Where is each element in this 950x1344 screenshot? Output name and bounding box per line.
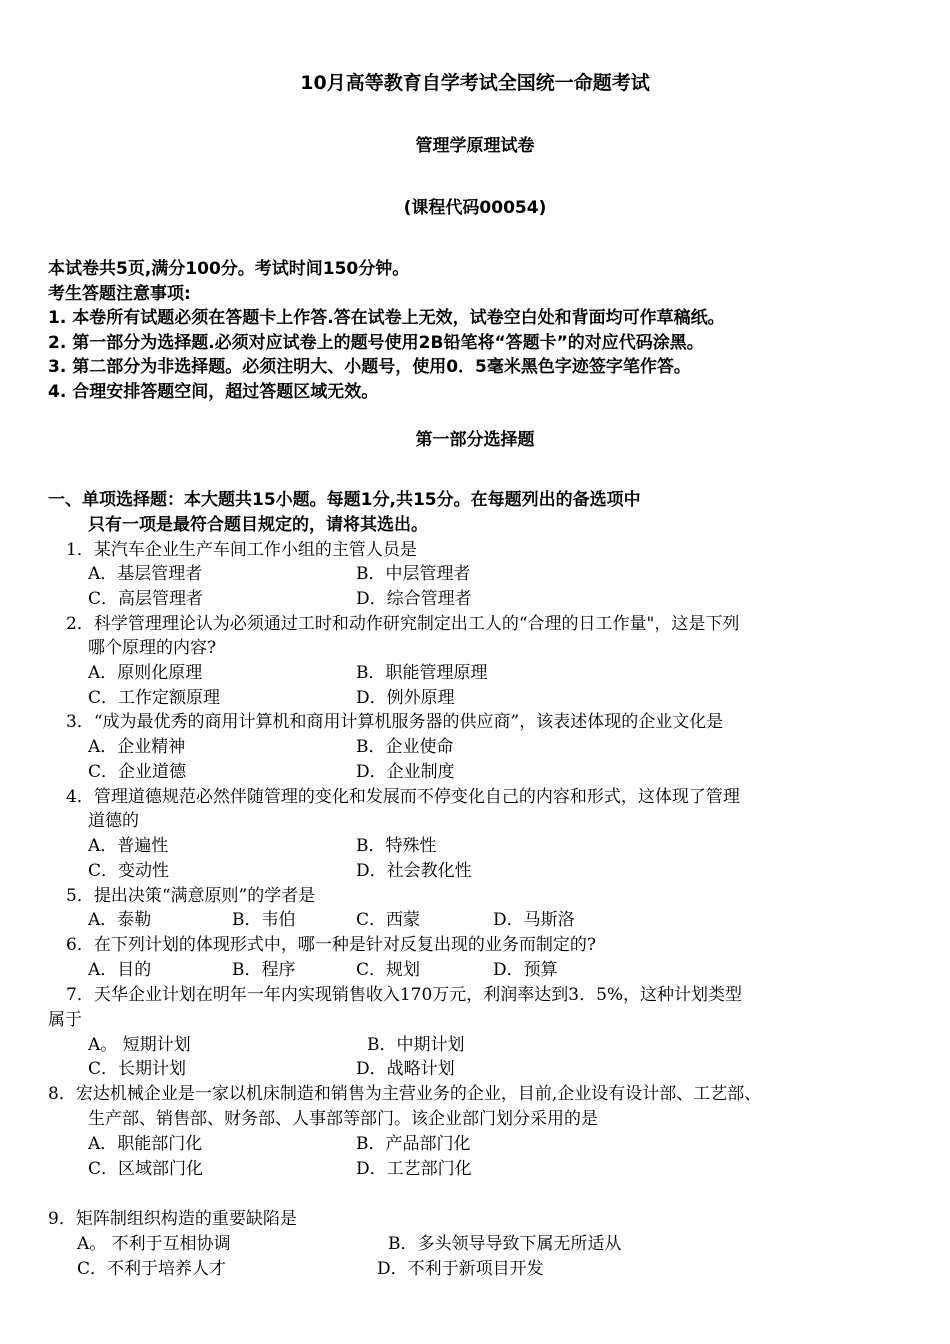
question-stem-cont: 哪个原理的内容? xyxy=(88,638,217,658)
question-stem: 2．科学管理理论认为必须通过工时和动作研究制定出工人的“合理的日工作量"，这是下列 xyxy=(66,614,740,634)
option-a: A。 不利于互相协调 xyxy=(77,1234,231,1254)
note-item: 1. 本卷所有试题必须在答题卡上作答.答在试卷上无效，试卷空白处和背面均可作草稿纸。 xyxy=(48,308,725,328)
question-stem: 8．宏达机械企业是一家以机床制造和销售为主营业务的企业，目前,企业设有设计部、工艺部、 xyxy=(48,1084,762,1104)
question-stem: 3．“成为最优秀的商用计算机和商用计算机服务器的供应商”，该表述体现的企业文化是 xyxy=(66,712,724,732)
option-c: C．区域部门化 xyxy=(88,1159,204,1179)
course-code: (课程代码00054) xyxy=(403,198,547,218)
question-stem-cont: 属于 xyxy=(48,1010,82,1030)
question-stem: 5．提出决策“满意原则”的学者是 xyxy=(66,886,316,906)
option-c: C．规划 xyxy=(356,960,421,980)
option-d: D．预算 xyxy=(493,960,558,980)
option-b: B．中期计划 xyxy=(367,1035,465,1055)
option-c: C．企业道德 xyxy=(88,762,187,782)
option-a: A．目的 xyxy=(88,960,152,980)
option-b: B．职能管理原理 xyxy=(356,663,488,683)
option-d: D．社会教化性 xyxy=(356,861,472,881)
option-b: B．特殊性 xyxy=(356,836,437,856)
option-c: C．工作定额原理 xyxy=(88,688,221,708)
option-c: C．西蒙 xyxy=(356,910,421,930)
option-a: A．普遍性 xyxy=(88,836,169,856)
option-b: B．程序 xyxy=(232,960,296,980)
option-a: A．基层管理者 xyxy=(88,564,203,584)
option-d: D．综合管理者 xyxy=(356,589,472,609)
option-b: B．多头领导导致下属无所适从 xyxy=(388,1234,622,1254)
option-d: D．例外原理 xyxy=(356,688,455,708)
option-a: A．原则化原理 xyxy=(88,663,203,683)
option-a: A．企业精神 xyxy=(88,737,186,757)
option-d: D．马斯洛 xyxy=(493,910,575,930)
option-d: D．不利于新项目开发 xyxy=(377,1259,544,1279)
option-b: B．中层管理者 xyxy=(356,564,471,584)
exam-info-line: 本试卷共5页,满分100分。考试时间150分钟。 xyxy=(48,259,410,279)
note-item: 2. 第一部分为选择题.必须对应试卷上的题号使用2B铅笔将“答题卡”的对应代码涂黑。 xyxy=(48,333,704,353)
notes-title: 考生答题注意事项: xyxy=(48,284,191,304)
question-stem: 4．管理道德规范必然伴随管理的变化和发展而不停变化自己的内容和形式，这体现了管理 xyxy=(66,787,740,807)
option-b: B．韦伯 xyxy=(232,910,296,930)
exam-subject: 管理学原理试卷 xyxy=(415,136,535,156)
option-c: C．长期计划 xyxy=(88,1059,187,1079)
question-stem: 6．在下列计划的体现形式中，哪一种是针对反复出现的业务而制定的? xyxy=(66,935,596,955)
option-d: D．企业制度 xyxy=(356,762,455,782)
question-stem-cont: 道德的 xyxy=(88,811,139,831)
option-c: C．高层管理者 xyxy=(88,589,204,609)
option-a: A。 短期计划 xyxy=(88,1035,191,1055)
note-item: 3. 第二部分为非选择题。必须注明大、小题号，使用0．5毫米黑色字迹签字笔作答。 xyxy=(48,357,691,377)
option-a: A．职能部门化 xyxy=(88,1134,203,1154)
question-stem: 9．矩阵制组织构造的重要缺陷是 xyxy=(48,1209,297,1229)
option-b: B．产品部门化 xyxy=(356,1134,471,1154)
exam-title: 10月高等教育自学考试全国统一命题考试 xyxy=(300,72,650,94)
section-heading-cont: 只有一项是最符合题目规定的，请将其选出。 xyxy=(88,515,428,535)
option-b: B．企业使命 xyxy=(356,737,454,757)
section-heading: 一、单项选择题：本大题共15小题。每题1分,共15分。在每题列出的备选项中 xyxy=(48,490,641,510)
option-a: A．泰勒 xyxy=(88,910,152,930)
note-item: 4. 合理安排答题空间，超过答题区域无效。 xyxy=(48,382,379,402)
option-c: C．不利于培养人才 xyxy=(77,1259,227,1279)
question-stem-cont: 生产部、销售部、财务部、人事部等部门。该企业部门划分采用的是 xyxy=(88,1109,598,1129)
question-stem: 7．天华企业计划在明年一年内实现销售收入170万元，利润率达到3．5%，这种计划类型 xyxy=(66,985,743,1005)
option-d: D．工艺部门化 xyxy=(356,1159,472,1179)
question-stem: 1．某汽车企业生产车间工作小组的主管人员是 xyxy=(66,540,417,560)
part-title: 第一部分选择题 xyxy=(415,430,535,450)
option-c: C．变动性 xyxy=(88,861,170,881)
option-d: D．战略计划 xyxy=(356,1059,455,1079)
